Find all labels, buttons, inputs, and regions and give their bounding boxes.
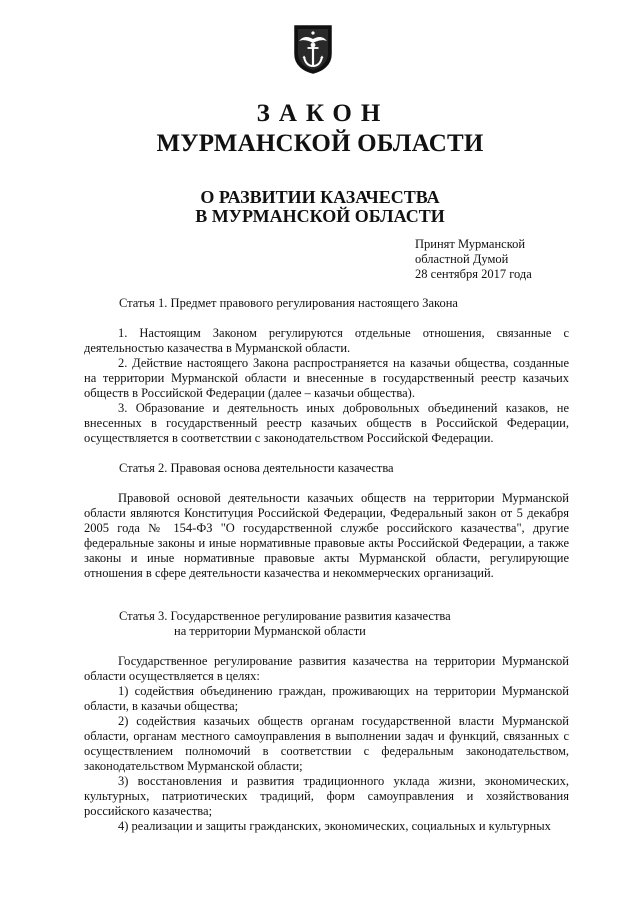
article-2-body <box>84 491 569 581</box>
article-3-heading-cont: на территории Мурманской области <box>174 624 366 638</box>
murmansk-coat-of-arms-icon <box>293 24 333 74</box>
article-2-heading: Статья 2. Правовая основа деятельности казачества <box>119 461 394 475</box>
adoption-line2: областной Думой <box>415 252 509 266</box>
article-3-paragraph: Государственное регулирование развития казачества на территории Мурманской области осуществляется в целях: <box>84 654 569 683</box>
region-title: МУРМАНСКОЙ ОБЛАСТИ <box>156 130 484 157</box>
article-1-paragraph: 2. Действие настоящего Закона распространяется на казачьи общества, созданные на территории Мурманской области и внесенные в государственный реестр казачьих обществ в Российской Федерации (далее – казачьи общества). <box>84 356 569 400</box>
article-3-list-item: 3) восстановления и развития традиционного уклада жизни, экономических, культурных, патриотических традиций, форм самоуправления и хозяйствования российского казачества; <box>84 774 569 818</box>
article-3-body <box>84 654 569 834</box>
law-subject-line1: О РАЗВИТИИ КАЗАЧЕСТВА <box>200 187 440 207</box>
article-3-list-item: 1) содействия объединению граждан, проживающих на территории Мурманской области, в казачьи общества; <box>84 684 569 713</box>
article-3-list-item: 4) реализации и защиты гражданских, экономических, социальных и культурных <box>118 819 551 833</box>
law-subject-line2: В МУРМАНСКОЙ ОБЛАСТИ <box>195 206 445 226</box>
article-1-paragraph: 3. Образование и деятельность иных добровольных объединений казаков, не внесенных в государственный реестр казачьих обществ в Российской Федерации, осуществляется в соответствии с законодательством Российской Федерации. <box>84 401 569 445</box>
article-3-heading: Статья 3. Государственное регулирование развития казачества <box>119 609 451 623</box>
law-subject-title <box>0 188 640 226</box>
article-1-heading: Статья 1. Предмет правового регулирования настоящего Закона <box>119 296 458 310</box>
adoption-date: 28 сентября 2017 года <box>415 267 532 281</box>
article-1-body <box>84 326 569 446</box>
adoption-line1: Принят Мурманской <box>415 237 526 251</box>
article-3-list-item: 2) содействия казачьих обществ органам государственной власти Мурманской области, органам местного самоуправления в выполнении задач и функций, связанных с осуществлением полномочий в соответствии с федеральным законодательством, законодательством Мурманской области; <box>84 714 569 773</box>
adoption-note <box>415 237 615 282</box>
article-1-paragraph: 1. Настоящим Законом регулируются отдельные отношения, связанные с деятельностью казачества в Мурманской области. <box>84 326 569 355</box>
law-title: ЗАКОН <box>256 100 390 127</box>
article-2-paragraph: Правовой основой деятельности казачьих обществ на территории Мурманской области являются Конституция Российской Федерации, Федеральный закон от 5 декабря 2005 года № 154-ФЗ "О государственной службе российского казачества", другие федеральные законы и иные нормативные правовые акты Российской Федерации, а также законы и иные нормативные правовые акты Мурманской области, регулирующие отношения в сфере деятельности казачества и некоммерческих организаций. <box>84 491 569 580</box>
